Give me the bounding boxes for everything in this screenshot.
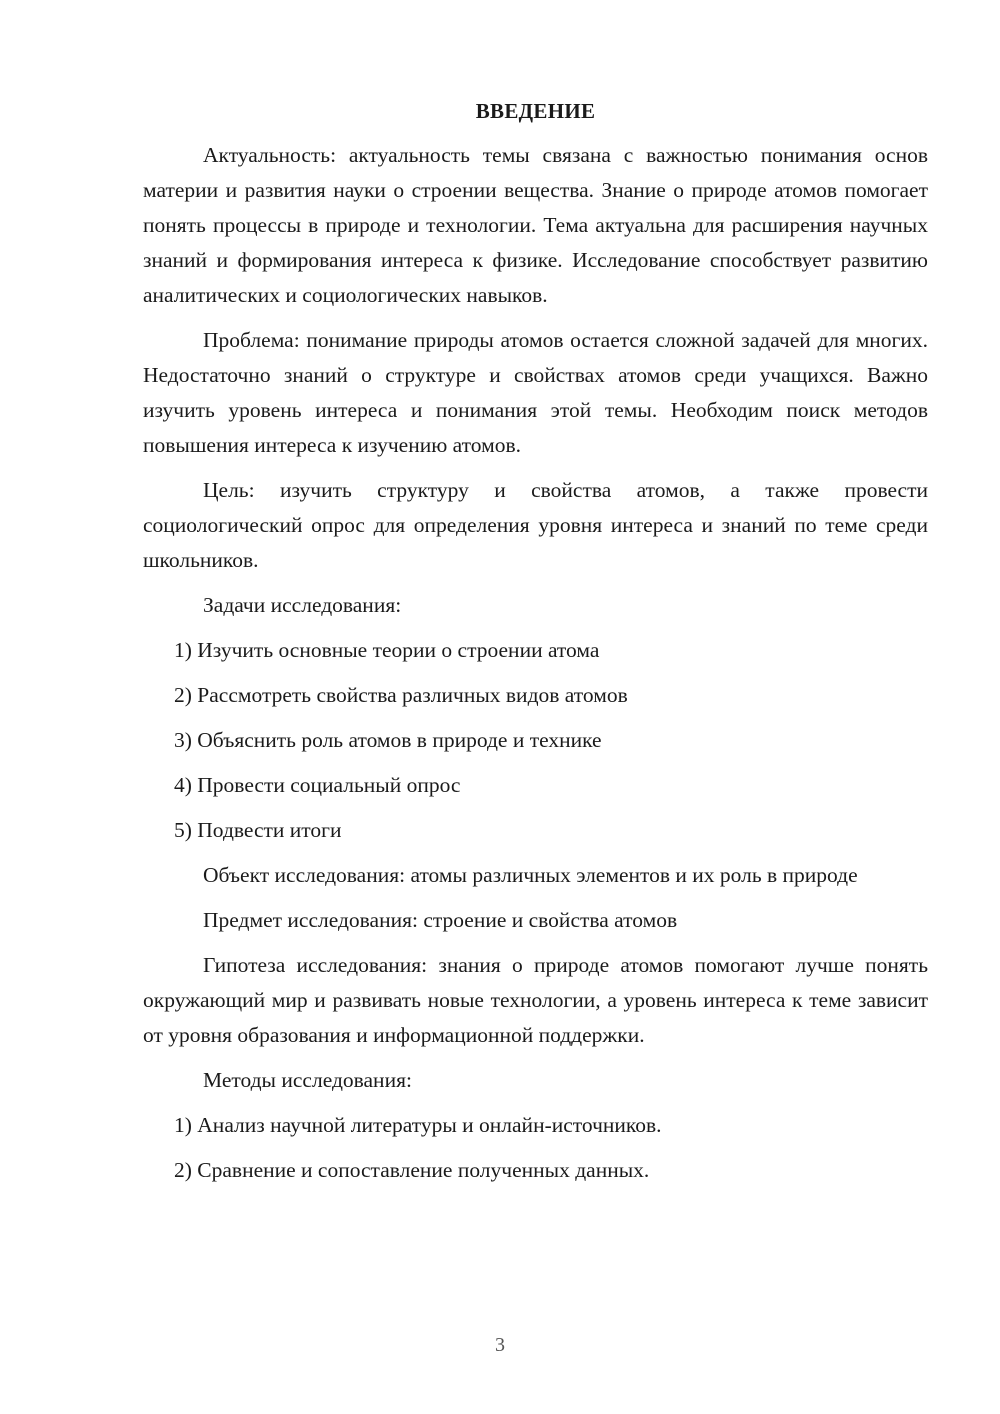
problem-paragraph: Проблема: понимание природы атомов остается сложной задачей для многих. Недостаточно знаний о структуре и свойствах атомов среди учащихся. Важно изучить уровень интереса и понимания этой темы. Необходим поиск методов повышения интереса к изучению атомов. bbox=[143, 328, 928, 457]
task-item: 2) Рассмотреть свойства различных видов атомов bbox=[174, 683, 628, 707]
subject-paragraph: Предмет исследования: строение и свойства атомов bbox=[203, 908, 678, 932]
relevance-paragraph: Актуальность: актуальность темы связана с важностью понимания основ материи и развития науки о строении вещества. Знание о природе атомов помогает понять процессы в природе и технологии. Тема актуальна для расширения научных знаний и формирования интереса к физике. Исследование способствует развитию аналитических и социологических навыков. bbox=[143, 143, 928, 307]
object-paragraph: Объект исследования: атомы различных элементов и их роль в природе bbox=[203, 863, 858, 887]
task-item: 3) Объяснить роль атомов в природе и технике bbox=[174, 728, 602, 752]
method-item: 2) Сравнение и сопоставление полученных данных. bbox=[174, 1158, 650, 1182]
document-page bbox=[143, 96, 928, 1198]
task-item: 4) Провести социальный опрос bbox=[174, 773, 461, 797]
task-item: 1) Изучить основные теории о строении атома bbox=[174, 638, 600, 662]
page-number: 3 bbox=[495, 1334, 505, 1356]
task-item: 5) Подвести итоги bbox=[174, 818, 342, 842]
goal-paragraph: Цель: изучить структуру и свойства атомов, а также провести социологический опрос для определения уровня интереса и знаний по теме среди школьников. bbox=[143, 478, 928, 572]
hypothesis-paragraph: Гипотеза исследования: знания о природе атомов помогают лучше понять окружающий мир и развивать новые технологии, а уровень интереса к теме зависит от уровня образования и информационной поддержки. bbox=[143, 953, 928, 1047]
methods-heading: Методы исследования: bbox=[203, 1068, 412, 1092]
tasks-heading: Задачи исследования: bbox=[203, 593, 402, 617]
method-item: 1) Анализ научной литературы и онлайн-источников. bbox=[174, 1113, 662, 1137]
section-title: ВВЕДЕНИЕ bbox=[475, 99, 596, 123]
